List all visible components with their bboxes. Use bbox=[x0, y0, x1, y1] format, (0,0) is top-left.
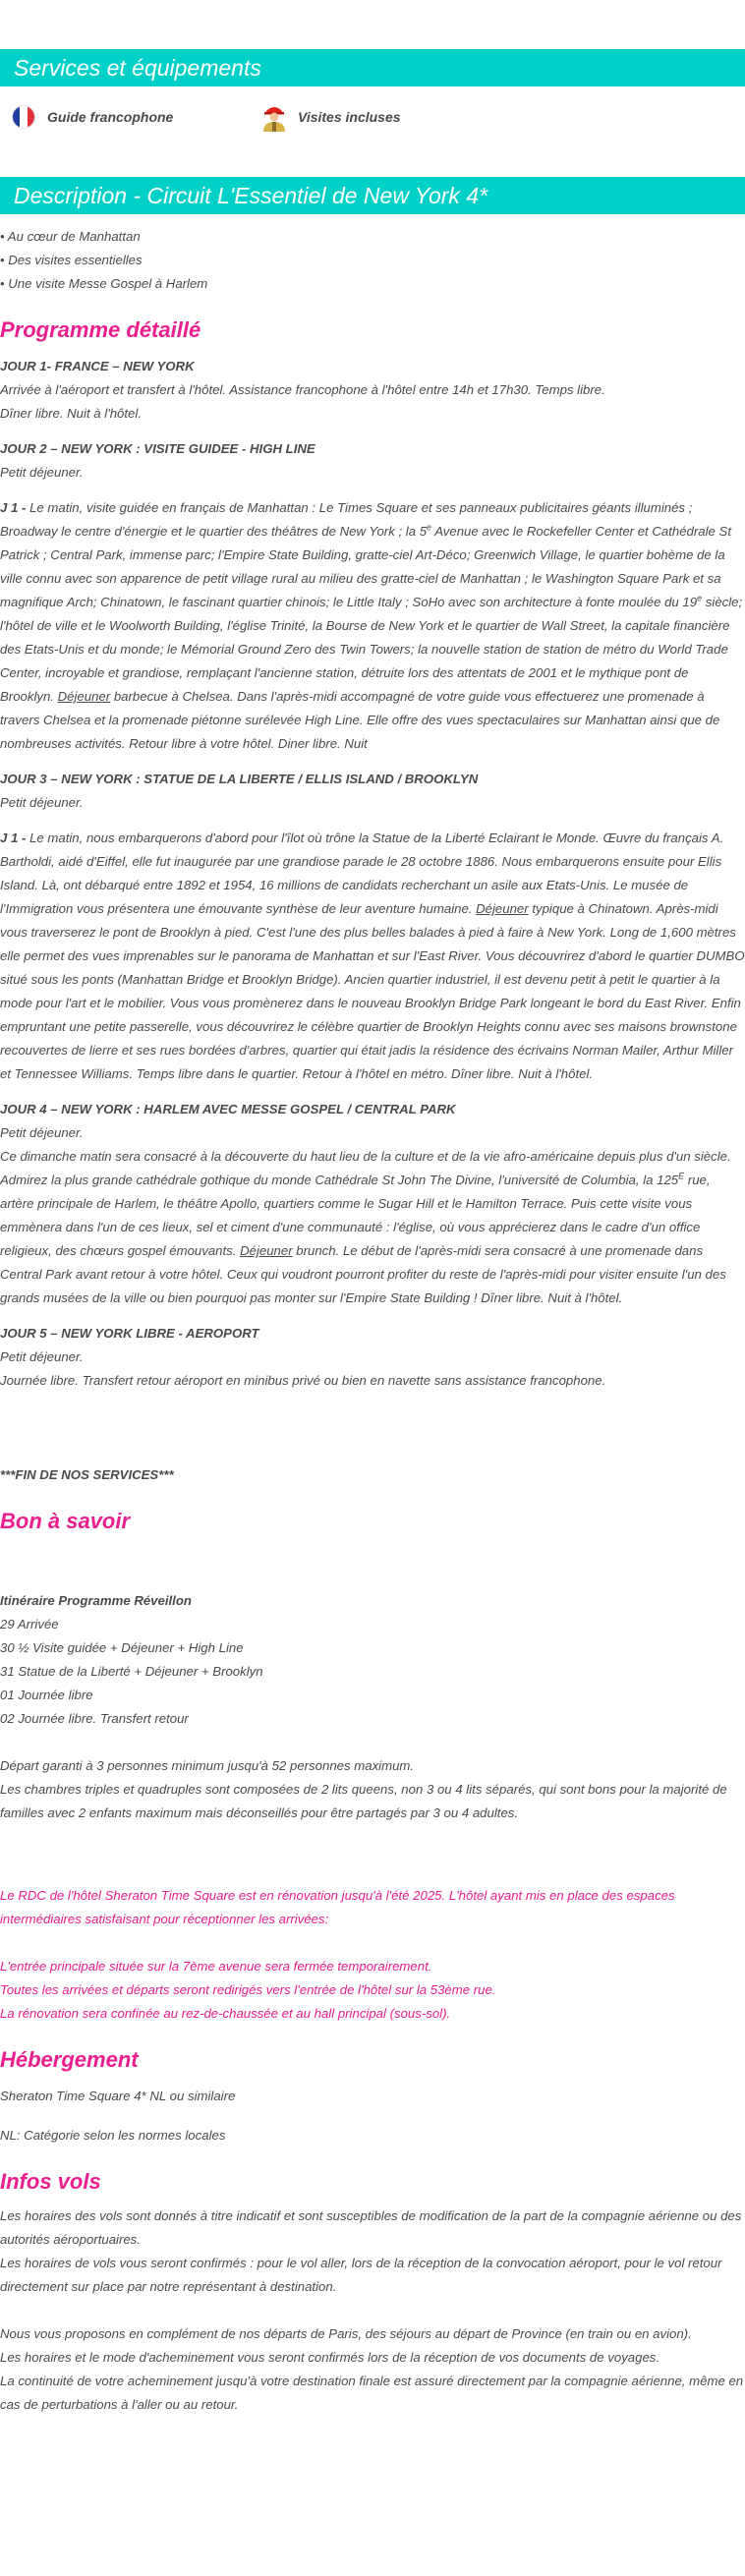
service-item-guide bbox=[12, 105, 260, 129]
day2-label: J 1 - bbox=[0, 500, 30, 515]
day4-text: brunch. Le début de l'après-midi sera consacré à une promenade dans Central Park avant retour à votre hôtel. Ceux qui voudront pourront profiter du reste de l'après-midi pour visiter ensuite l'un des grands musées de la ville ou bien pourquoi pas monter sur l'Empire State Building ! Dîner libre. Nuit à l'hôtel. bbox=[0, 1243, 726, 1305]
services-list bbox=[0, 86, 745, 147]
dejeuner-underlined: Déjeuner bbox=[57, 689, 111, 704]
french-flag-icon bbox=[12, 105, 35, 129]
programme-title: Programme détaillé bbox=[0, 317, 201, 342]
day1-heading: JOUR 1- FRANCE – NEW YORK bbox=[0, 359, 195, 373]
description-bullet: • Au cœur de Manhattan bbox=[0, 229, 141, 244]
day1-text: Arrivée à l'aéroport et transfert à l'hôtel. Assistance francophone à l'hôtel entre 14h et 17h30. Temps libre. bbox=[0, 382, 605, 397]
vols-text: Nous vous proposons en complément de nos départs de Paris, des séjours au départ de Province (en train ou en avion). bbox=[0, 2326, 692, 2341]
day3-label: J 1 - bbox=[0, 830, 30, 845]
reveillon-item: 02 Journée libre. Transfert retour bbox=[0, 1711, 189, 1726]
superscript: E bbox=[678, 1171, 685, 1181]
vols-text: Les horaires des vols sont donnés à titre indicatif et sont susceptibles de modification de la part de la compagnie aérienne ou des autorités aéroportuaires. bbox=[0, 2208, 742, 2247]
vols-text: Les horaires de vols vous seront confirmés : pour le vol aller, lors de la réception de la convocation aéroport, pour le vol retour directement sur place par notre représentant à destination. bbox=[0, 2256, 722, 2294]
day1-text2: Dîner libre. Nuit à l'hôtel. bbox=[0, 406, 142, 421]
day3-heading: JOUR 3 – NEW YORK : STATUE DE LA LIBERTE / ELLIS ISLAND / BROOKLYN bbox=[0, 772, 479, 786]
service-label: Guide francophone bbox=[47, 109, 174, 125]
day2-breakfast: Petit déjeuner. bbox=[0, 465, 84, 480]
day2-body bbox=[0, 496, 745, 756]
reveillon-item: 30 ½ Visite guidée + Déjeuner + High Line bbox=[0, 1640, 244, 1655]
renovation-notice: La rénovation sera confinée au rez-de-chaussée et au hall principal (sous-sol). bbox=[0, 2006, 451, 2021]
superscript: e bbox=[427, 522, 432, 533]
renovation-notice: Toutes les arrivées et départs seront redirigés vers l'entrée de l'hôtel sur la 53ème rue. bbox=[0, 1982, 496, 1997]
fin-services: ***FIN DE NOS SERVICES*** bbox=[0, 1467, 174, 1482]
day4-text: rue, artère principale de Harlem, le théâtre Apollo, quartiers comme le Sugar Hill et le Hamilton Terrace. Puis cette visite vous emmènera dans l'un de ces lieux, sel et ciment d'une communauté : l'église, où vous apprécierez dans le cadre d'un office religieux, des chœurs gospel émouvants. bbox=[0, 1173, 711, 1258]
services-banner: Services et équipements bbox=[0, 49, 745, 86]
day4-heading: JOUR 4 – NEW YORK : HARLEM AVEC MESSE GOSPEL / CENTRAL PARK bbox=[0, 1102, 456, 1116]
day3-text: typique à Chinatown. Après-midi vous traverserez le pont de Brooklyn à pied. C'est l'une des plus belles balades à pied à faire à New York. Long de 1,600 mètres elle permet des vues imprenables sur le panorama de Manhattan et sur l'East River. Vous découvrirez d'abord le quartier DUMBO situé sous les ponts (Manhattan Bridge et Brooklyn Bridge). Ancien quartier industriel, il est devenu petit à petit le quartier à la mode pour l'art et le mobilier. Vous vous promènerez dans le nouveau Brooklyn Bridge Park longeant le bord du East River. Enfin empruntant une petite passerelle, vous découvrirez le célèbre quartier de Brooklyn Heights connu avec ses maisons brownstone recouvertes de lierre et ses rues bordées d'arbres, quartier qui était jadis la résidence des écrivains Norman Mailer, Arthur Miller et Tennessee Williams. Temps libre dans le quartier. Retour à l'hôtel en métro. Dîner libre. Nuit à l'hôtel. bbox=[0, 901, 745, 1081]
day4-body bbox=[0, 1145, 745, 1310]
page bbox=[0, 49, 745, 2417]
dejeuner-underlined: Déjeuner bbox=[476, 901, 529, 916]
hebergement-title: Hébergement bbox=[0, 2047, 139, 2072]
day3-text: Le matin, nous embarquerons d'abord pour l'îlot où trône la Statue de la Liberté Eclairant le Monde. Œuvre du français A. Bartholdi, aidé d'Eiffel, elle fut inaugurée par une grandiose parade le 28 octobre 1886. Nous embarquerons ensuite pour Ellis Island. Là, ont débarqué entre 1892 et 1954, 16 millions de candidats recherchant un asile aux Etats-Unis. Le musée de l'Immigration vous présentera une émouvante synthèse de leur aventure humaine. bbox=[0, 830, 724, 916]
day2-text: Avenue avec le Rockefeller Center et Cathédrale St Patrick ; Central Park, immense parc; l'Empire State Building, gratte-ciel Art-Déco; Greenwich Village, le quartier bohème de la ville connu avec son apparence de petit village rural au milieu des gratte-ciel de Manhattan ; le Washington Square Park et sa magnifique Arch; Chinatown, le fascinant quartier chinois; le Little Italy ; SoHo avec son architecture à fonte moulée du 19 bbox=[0, 524, 732, 609]
description-bullet: • Des visites essentielles bbox=[0, 253, 143, 267]
day4-text: Ce dimanche matin sera consacré à la découverte du haut lieu de la culture et de la vie afro-américaine depuis plus d'un siècle. Admirez la plus grande cathédrale gothique du monde Cathédrale St John The Divine, l'université de Columbia, la 125 bbox=[0, 1149, 731, 1187]
reveillon-item: 01 Journée libre bbox=[0, 1688, 93, 1702]
guide-person-icon bbox=[260, 102, 286, 132]
day2-heading: JOUR 2 – NEW YORK : VISITE GUIDEE - HIGH LINE bbox=[0, 441, 315, 456]
day3-breakfast: Petit déjeuner. bbox=[0, 795, 84, 810]
day4-breakfast: Petit déjeuner. bbox=[0, 1125, 84, 1140]
infos-vols-title: Infos vols bbox=[0, 2169, 101, 2194]
day2-text: barbecue à Chelsea. Dans l'après-midi accompagné de votre guide vous effectuerez une promenade à travers Chelsea et la promenade piétonne surélevée High Line. Elle offre des vues spectaculaires sur Manhattan ainsi que de nombreuses activités. Retour libre à votre hôtel. Diner libre. Nuit bbox=[0, 689, 720, 751]
bon-a-savoir-title: Bon à savoir bbox=[0, 1509, 131, 1533]
service-label: Visites incluses bbox=[298, 109, 401, 125]
renovation-notice: Le RDC de l'hôtel Sheraton Time Square est en rénovation jusqu'à l'été 2025. L'hôtel ayant mis en place des espaces intermédiaires satisfaisant pour réceptionner les arrivées: bbox=[0, 1888, 675, 1926]
reveillon-item: 31 Statue de la Liberté + Déjeuner + Brooklyn bbox=[0, 1664, 263, 1679]
day5-heading: JOUR 5 – NEW YORK LIBRE - AEROPORT bbox=[0, 1326, 259, 1341]
hotel-note: NL: Catégorie selon les normes locales bbox=[0, 2128, 226, 2143]
day5-breakfast: Petit déjeuner. bbox=[0, 1349, 84, 1364]
depart-text: Départ garanti à 3 personnes minimum jusqu'à 52 personnes maximum. bbox=[0, 1758, 415, 1773]
renovation-notice: L'entrée principale située sur la 7ème avenue sera fermée temporairement. bbox=[0, 1959, 432, 1974]
reveillon-item: 29 Arrivée bbox=[0, 1617, 59, 1631]
description-banner: Description - Circuit L'Essentiel de New York 4* bbox=[0, 177, 745, 214]
vols-text: Les horaires et le mode d'acheminement vous seront confirmés lors de la réception de vos documents de voyages. bbox=[0, 2350, 660, 2365]
hotel-name: Sheraton Time Square 4* NL ou similaire bbox=[0, 2089, 236, 2103]
reveillon-title: Itinéraire Programme Réveillon bbox=[0, 1593, 192, 1608]
day3-body bbox=[0, 827, 745, 1086]
day2-text: Le matin, visite guidée en français de Manhattan : Le Times Square et ses panneaux publicitaires géants illuminés ; Broadway le centre d'énergie et le quartier des théâtres de New York ; la 5 bbox=[0, 500, 693, 539]
superscript: e bbox=[697, 593, 703, 603]
day5-text: Journée libre. Transfert retour aéroport en minibus privé ou bien en navette sans assistance francophone. bbox=[0, 1373, 606, 1388]
day2-text: siècle; l'hôtel de ville et le Woolworth Building, l'église Trinité, la Bourse de New York et le quartier de Wall Street, la capitale financière des Etats-Unis et du monde; le Mémorial Ground Zero des Twin Towers; la nouvelle station de station de métro du World Trade Center, incroyable et grandiose, remplaçant l'ancienne station, détruite lors des attentats de 2001 et le mythique pont de Brooklyn. bbox=[0, 595, 743, 704]
chambres-text: Les chambres triples et quadruples sont composées de 2 lits queens, non 3 ou 4 lits séparés, qui sont bons pour la majorité de familles avec 2 enfants maximum mais déconseillés pour être partagés par 3 ou 4 adultes. bbox=[0, 1782, 727, 1820]
description-bullet: • Une visite Messe Gospel à Harlem bbox=[0, 276, 208, 291]
dejeuner-underlined: Déjeuner bbox=[240, 1243, 293, 1258]
vols-text: La continuité de votre acheminement jusqu'à votre destination finale est assuré directement par la compagnie aérienne, même en cas de perturbations à l'aller ou au retour. bbox=[0, 2374, 744, 2412]
service-item-visites bbox=[260, 102, 509, 132]
